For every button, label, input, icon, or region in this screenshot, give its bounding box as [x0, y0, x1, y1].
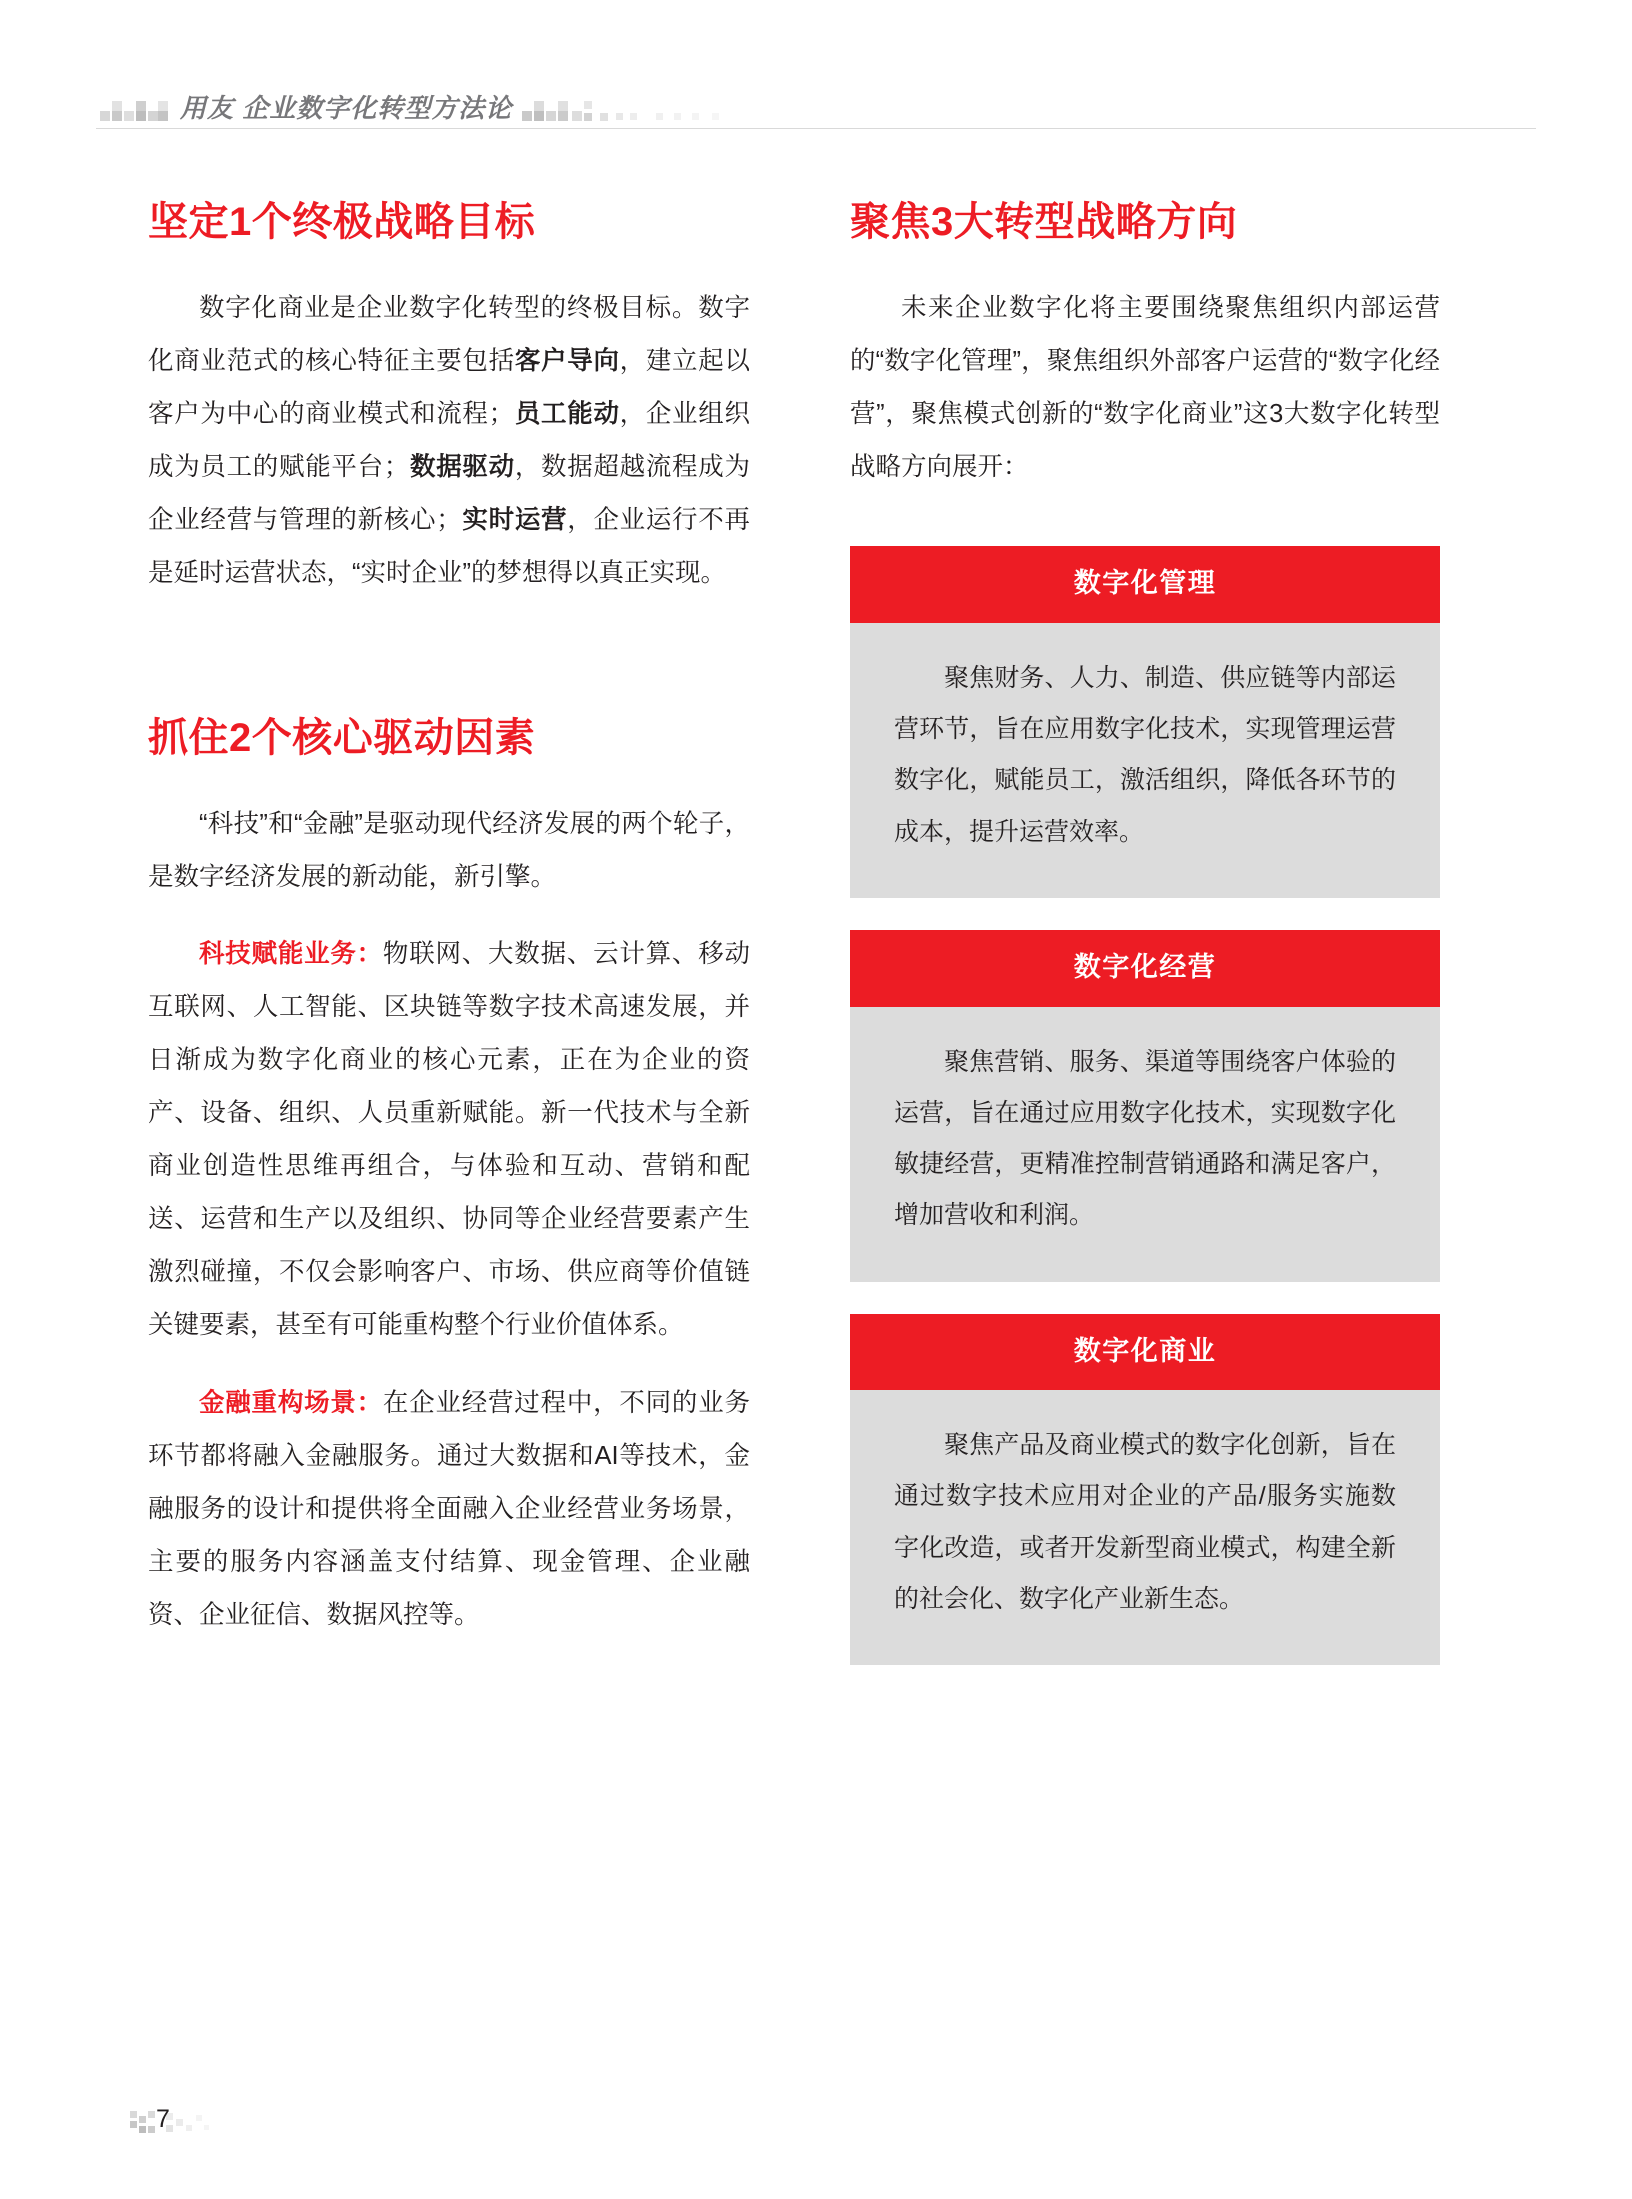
card-title: 数字化商业	[850, 1314, 1440, 1391]
keyword-customer-oriented: 客户导向	[514, 347, 620, 376]
page-footer	[130, 2089, 214, 2135]
direction-card-operations	[850, 930, 1440, 1282]
paragraph-directions-intro: 未来企业数字化将主要围绕聚焦组织内部运营的“数字化管理”，聚焦组织外部客户运营的“数字化经营”，聚焦模式创新的“数字化商业”这3大数字化转型战略方向展开：	[850, 294, 1440, 482]
card-body-text: 聚焦财务、人力、制造、供应链等内部运营环节，旨在应用数字化技术，实现管理运营数字化，赋能员工，激活组织，降低各环节的成本，提升运营效率。	[894, 663, 1396, 846]
label-tech-enablement: 科技赋能业务：	[199, 940, 383, 969]
card-body	[850, 1007, 1440, 1282]
card-title: 数字化管理	[850, 546, 1440, 623]
text-run: 在企业经营过程中，不同的业务环节都将融入金融服务。通过大数据和AI等技术，金融服务的设计和提供将全面融入企业经营业务场景，主要的服务内容涵盖支付结算、现金管理、企业融资、企业征信、数据风控等。	[148, 1388, 750, 1629]
content-columns	[0, 200, 1632, 1665]
checker-pattern-icon	[100, 93, 170, 123]
header-divider	[96, 128, 1536, 129]
text-run: ，企业运行不再是延时运营状态，“实时企业”的梦想得以真正实现。	[148, 506, 750, 588]
running-header	[0, 86, 1632, 130]
checker-pattern-icon	[166, 2107, 214, 2135]
text-run: ，企业组织成为员工的赋能平台；	[148, 400, 750, 482]
direction-card-management	[850, 546, 1440, 898]
card-body	[850, 623, 1440, 898]
section-title-goal: 坚定1个终极战略目标	[148, 200, 536, 244]
running-title: 用友 企业数字化转型方法论	[180, 93, 513, 123]
text-run: ，数据超越流程成为企业经营与管理的新核心；	[148, 453, 750, 535]
card-title: 数字化经营	[850, 930, 1440, 1007]
direction-card-list	[850, 546, 1440, 1665]
text-run: 物联网、大数据、云计算、移动互联网、人工智能、区块链等数字技术高速发展，并日渐成为数字化商业的核心元素，正在为企业的资产、设备、组织、人员重新赋能。新一代技术与全新商业创造性思维再组合，与体验和互动、营销和配送、运营和生产以及组织、协同等企业经营要素产生激烈碰撞，不仅会影响客户、市场、供应商等价值链关键要素，甚至有可能重构整个行业价值体系。	[148, 940, 750, 1340]
checker-pattern-icon	[522, 93, 642, 123]
checker-pattern-icon	[656, 93, 736, 123]
card-body-text: 聚焦产品及商业模式的数字化创新，旨在通过数字技术应用对企业的产品/服务实施数字化改造，或者开发新型商业模式，构建全新的社会化、数字化产业新生态。	[894, 1431, 1396, 1613]
section-title-directions: 聚焦3大转型战略方向	[850, 200, 1238, 244]
paragraph-finance-scenarios	[148, 1377, 750, 1642]
text-run: ，建立起以客户为中心的商业模式和流程；	[148, 347, 750, 429]
card-body	[850, 1390, 1440, 1665]
right-column	[850, 200, 1550, 1665]
label-finance-scenarios: 金融重构场景：	[199, 1388, 383, 1417]
text-run: 数字化商业是企业数字化转型的终极目标。数字化商业范式的核心特征主要包括	[148, 294, 750, 376]
paragraph-drivers-intro: “科技”和“金融”是驱动现代经济发展的两个轮子，是数字经济发展的新动能，新引擎。	[148, 810, 750, 892]
left-column	[0, 200, 760, 1642]
page-number: 7	[156, 2105, 170, 2133]
paragraph-tech-enablement	[148, 928, 750, 1352]
paragraph-goal	[148, 282, 750, 600]
card-body-text: 聚焦营销、服务、渠道等围绕客户体验的运营，旨在通过应用数字化技术，实现数字化敏捷经营，更精准控制营销通路和满足客户，增加营收和利润。	[894, 1047, 1396, 1230]
direction-card-business	[850, 1314, 1440, 1666]
keyword-realtime-operation: 实时运营	[461, 506, 568, 535]
section-title-drivers: 抓住2个核心驱动因素	[148, 716, 536, 761]
keyword-data-driven: 数据驱动	[409, 453, 515, 482]
keyword-employee-agency: 员工能动	[514, 400, 620, 429]
